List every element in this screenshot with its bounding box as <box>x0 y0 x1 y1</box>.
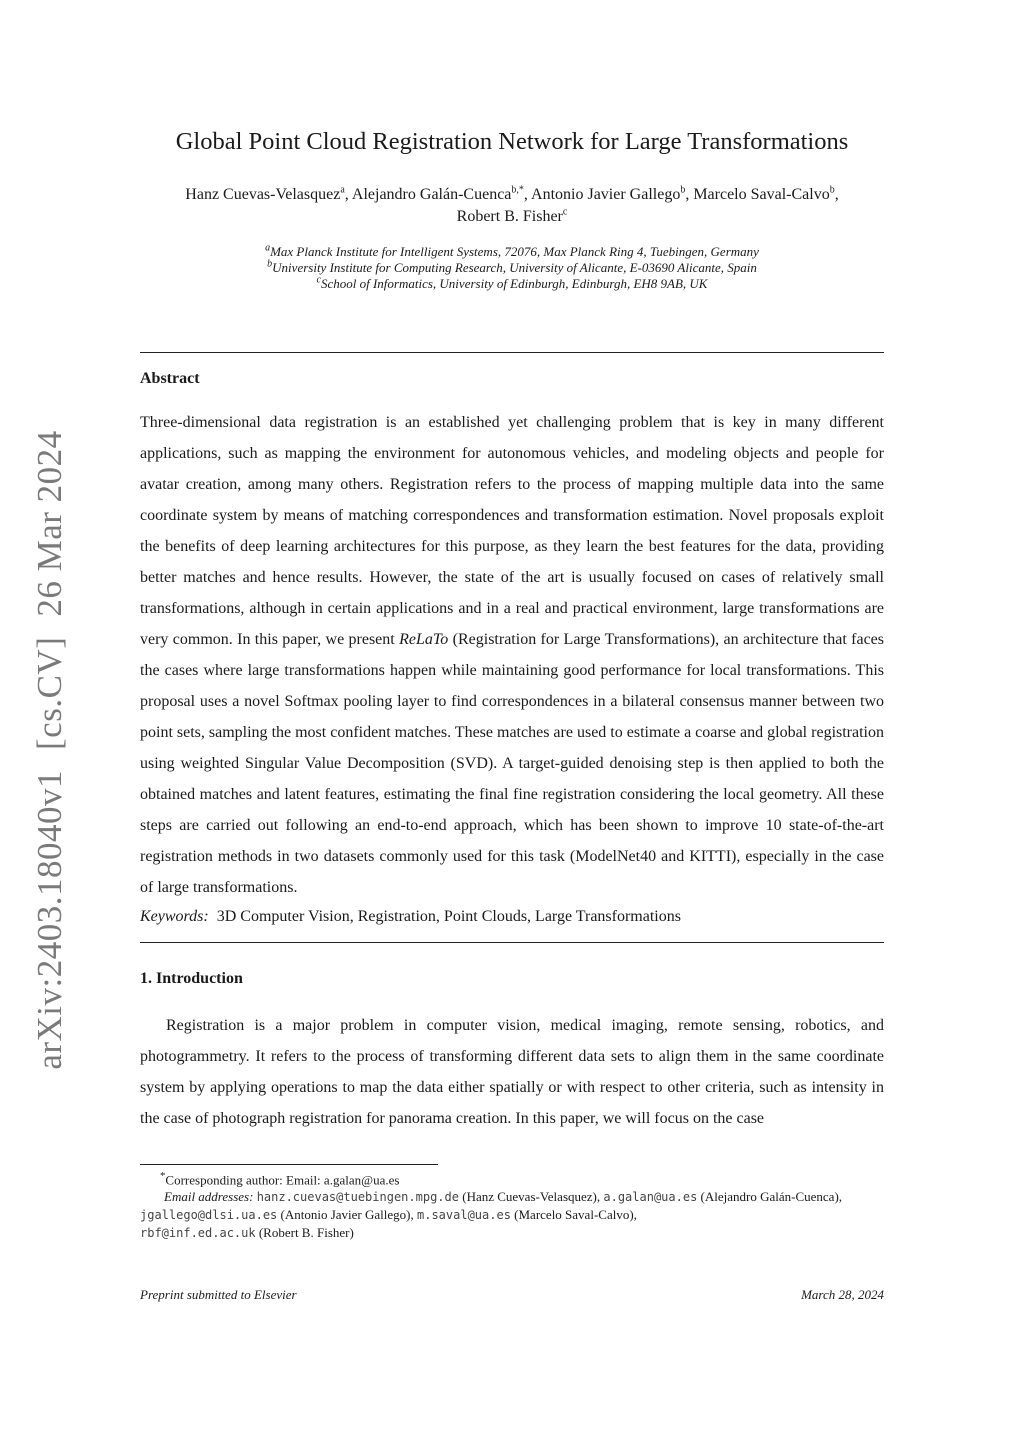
author-sep: , <box>685 186 694 203</box>
abstract-bottom-rule <box>140 942 884 943</box>
footnote-rule <box>140 1164 438 1165</box>
arxiv-id[interactable]: arXiv:2403.18040v1 <box>30 769 69 1070</box>
arxiv-category: [cs.CV] <box>30 636 69 750</box>
keywords-text: 3D Computer Vision, Registration, Point Clouds, Large Transformations <box>216 908 681 925</box>
corresponding-text: Corresponding author: Email: a.galan@ua.es <box>165 1172 400 1188</box>
email-link[interactable]: hanz.cuevas@tuebingen.mpg.de <box>256 1190 459 1205</box>
abstract-text-after: (Registration for Large Transformations), an architecture that faces the cases where large transformations happen while maintaining good performance for local transformations. This proposal uses a novel Softmax pooling layer to find correspondences in a bilateral consensus manner between two point sets, sampling the most confident matches. These matches are used to estimate a coarse and global registration using weighted Singular Value Decomposition (SVD). A target-guided denoising step is then applied to both the obtained matches and latent features, estimating the final fine registration considering the local geometry. All these steps are carried out following an end-to-end approach, which has been shown to improve 10 state-of-the-art registration methods in two datasets commonly used for this task (ModelNet40 and KITTI), especially in the case of large transformations. <box>140 631 885 896</box>
author-name: Alejandro Galán-Cuenca <box>351 186 512 203</box>
email-sep: , <box>410 1207 417 1223</box>
email-owner: (Marcelo Saval-Calvo) <box>514 1207 634 1223</box>
author-marks: a <box>340 184 345 196</box>
email-link[interactable]: m.saval@ua.es <box>417 1208 511 1223</box>
email-owner: (Alejandro Galán-Cuenca) <box>700 1189 839 1205</box>
email-sep: , <box>838 1189 843 1205</box>
author-name: Antonio Javier Gallego <box>531 186 681 203</box>
affiliation <box>140 276 884 292</box>
author-name: Marcelo Saval-Calvo <box>693 186 830 203</box>
email-sep: , <box>596 1189 604 1205</box>
author-sep: , <box>523 186 532 203</box>
paper-title: Global Point Cloud Registration Network for Large Transformations <box>175 128 849 155</box>
arxiv-date: 26 Mar 2024 <box>30 430 69 617</box>
email-link[interactable]: a.galan@ua.es <box>603 1190 698 1205</box>
affiliation-text: School of Informatics, University of Edinburgh, Edinburgh, EH8 9AB, UK <box>320 276 708 291</box>
affiliation-list <box>140 244 884 292</box>
affiliation-mark: b <box>267 258 273 270</box>
affiliation-mark: a <box>265 242 271 254</box>
abstract-body <box>140 407 884 903</box>
introduction-heading: 1. Introduction <box>140 970 243 987</box>
email-sep: , <box>633 1207 637 1223</box>
method-name: ReLaTo <box>399 631 449 648</box>
author-list <box>140 184 884 228</box>
footnotes <box>140 1168 884 1242</box>
author-marks: b <box>829 184 835 196</box>
author-name: Robert B. Fisher <box>456 208 563 225</box>
affiliation-mark: c <box>316 274 321 286</box>
email-link[interactable]: rbf@inf.ed.ac.uk <box>140 1226 256 1241</box>
corresponding-mark: * <box>160 1170 166 1182</box>
footer-date: March 28, 2024 <box>801 1287 884 1302</box>
email-owner: (Antonio Javier Gallego) <box>280 1207 411 1223</box>
affiliation <box>140 260 884 276</box>
corresponding-author-note <box>140 1168 884 1188</box>
author-marks: b,* <box>511 184 524 196</box>
email-link[interactable]: jgallego@dlsi.ua.es <box>140 1208 278 1223</box>
affiliation <box>140 244 884 260</box>
keywords <box>140 905 884 929</box>
footer-preprint-note: Preprint submitted to Elsevier <box>140 1287 297 1302</box>
author-sep: , <box>344 186 352 203</box>
introduction-body: Registration is a major problem in computer vision, medical imaging, remote sensing, robotics, and photogrammetry. It refers to the process of transforming different data sets to align them in the same coordinate system by applying operations to map the data either spatially or with respect to other criteria, such as intensity in the case of photograph registration for panorama creation. In this paper, we will focus on the case <box>140 1017 884 1127</box>
abstract-heading: Abstract <box>140 370 200 387</box>
email-label: Email addresses: <box>164 1189 254 1205</box>
affiliation-text: University Institute for Computing Research, University of Alicante, E-03690 Alicante, Spain <box>272 260 757 275</box>
email-owner: (Hanz Cuevas-Velasquez) <box>462 1189 597 1205</box>
author-sep: , <box>834 186 839 203</box>
keywords-label: Keywords: <box>140 908 209 925</box>
author-name: Hanz Cuevas-Velasquez <box>185 186 341 203</box>
author-marks: c <box>562 206 568 218</box>
arxiv-sidebar <box>30 420 70 1079</box>
email-addresses-note <box>140 1188 884 1242</box>
abstract-text-before: Three-dimensional data registration is an established yet challenging problem that is key in many different applications, such as mapping the environment for autonomous vehicles, and modeling objects and people for avatar creation, among many others. Registration refers to the process of mapping multiple data into the same coordinate system by means of matching correspondences and transformation estimation. Novel proposals exploit the benefits of deep learning architectures for this purpose, as they learn the best features for the data, providing better matches and hence results. However, the state of the art is usually focused on cases of relatively small transformations, although in certain applications and in a real and practical environment, large transformations are very common. In this paper, we present <box>140 414 884 648</box>
author-marks: b <box>680 184 686 196</box>
abstract-top-rule <box>140 352 884 353</box>
affiliation-text: Max Planck Institute for Intelligent Systems, 72076, Max Planck Ring 4, Tuebingen, Germany <box>270 244 759 259</box>
email-owner: (Robert B. Fisher) <box>258 1225 354 1241</box>
